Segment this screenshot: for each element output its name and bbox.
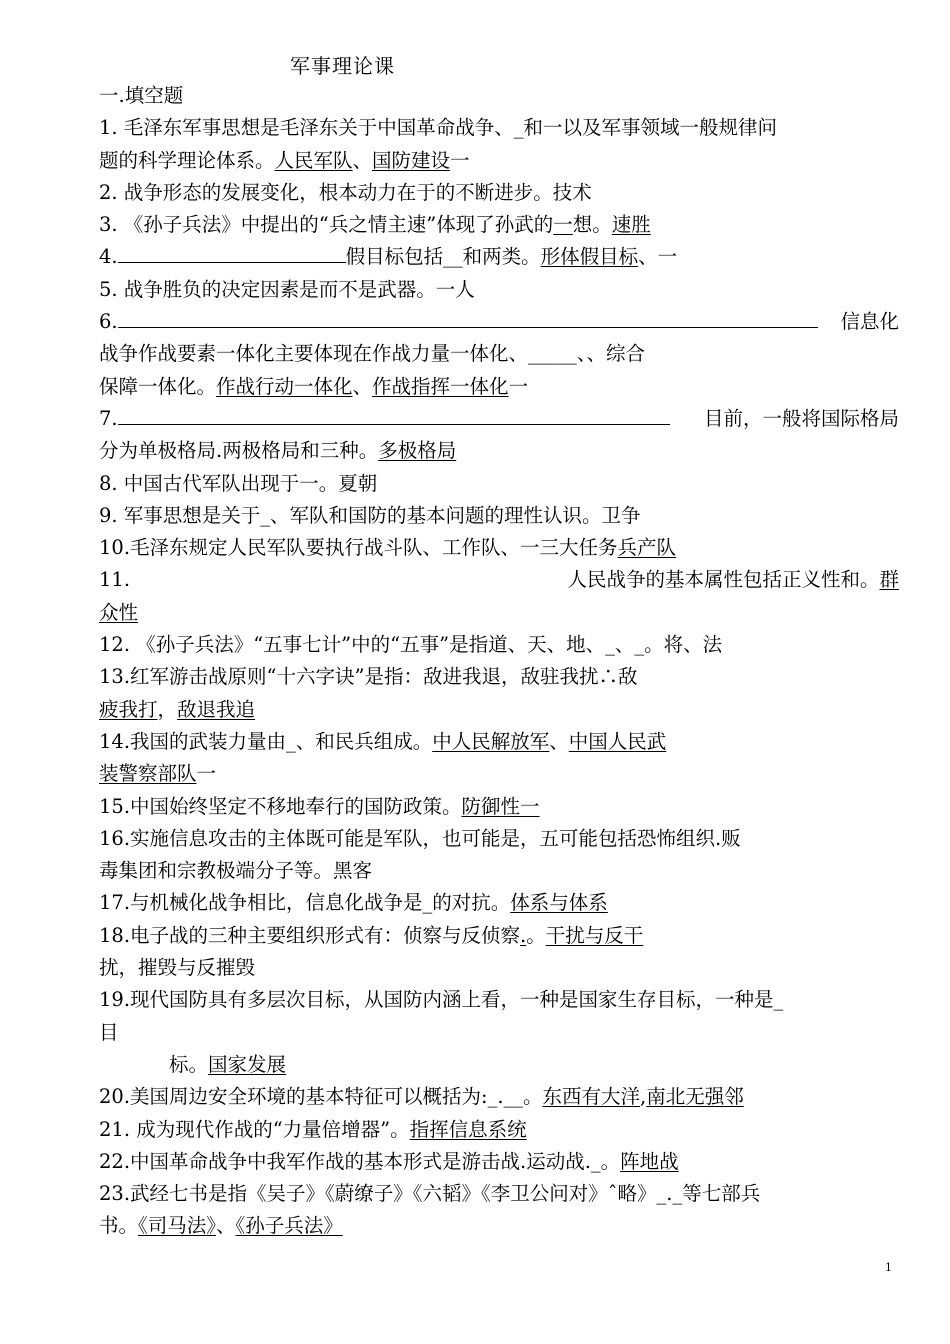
text-line	[99, 758, 899, 790]
answer-underlined: 阵地战	[620, 1149, 679, 1173]
answer-underlined: 防御性一	[461, 794, 540, 818]
text-line	[99, 920, 899, 952]
answer-underlined: 装警察部队	[99, 762, 197, 786]
text-segment: 13.红军游击战原则“十六字诀”是指：敌进我退，敌驻我扰∴敌	[99, 665, 638, 689]
fill-blank	[118, 405, 670, 425]
text-line	[99, 1114, 899, 1146]
text-segment: 16.实施信息攻击的主体既可能是军队，也可能是，五可能包括恐怖组织.贩	[99, 826, 741, 850]
text-line	[99, 468, 899, 500]
text-segment: 题的科学理论体系。	[99, 148, 275, 172]
text-segment: 目	[99, 1020, 119, 1044]
answer-underlined: 指挥信息系统	[409, 1117, 527, 1141]
text-line	[99, 564, 899, 596]
text-segment: 一	[508, 374, 529, 398]
answer-underlined: 国防建设	[372, 148, 451, 172]
answer-underlined: 敌退我追	[177, 697, 256, 721]
text-segment: 分为单极格局.两极格局和三种。	[99, 439, 379, 463]
text-segment: 、	[549, 729, 569, 753]
text-segment: 18.电子战的三种主要组织形式有：侦察与反侦察	[99, 923, 521, 947]
text-line	[99, 1210, 899, 1242]
text-segment: 人民战争的基本属性包括正义性和。	[567, 568, 880, 592]
text-line	[99, 694, 899, 726]
answer-underlined: .	[520, 923, 527, 947]
text-segment: 4.	[99, 245, 118, 269]
page-title: 军事理论课	[290, 54, 395, 78]
text-line	[99, 500, 899, 532]
answer-underlined: 国家发展	[208, 1052, 287, 1076]
text-segment: 23.武经七书是指《吴子》《蔚缭子》《六韬》《李卫公问对》ˆ略》_._等七部兵	[99, 1182, 761, 1206]
text-segment: 毒集团和宗教极端分子等。黑客	[99, 859, 373, 883]
text-line	[99, 1146, 899, 1178]
text-line	[99, 952, 899, 984]
answer-underlined: 体系与体系	[510, 891, 608, 915]
answer-underlined: 南北无强邻	[646, 1085, 744, 1109]
text-segment: 、	[352, 374, 373, 398]
text-line	[99, 597, 899, 629]
text-segment: 22.中国革命战争中我军作战的基本形式是游击战.运动战._。	[99, 1149, 621, 1173]
text-line	[99, 112, 899, 144]
text-segment: 战争作战要素一体化主要体现在作战力量一体化、_____、、综合	[99, 342, 646, 366]
answer-underlined: 中人民解放军	[432, 729, 550, 753]
text-line	[99, 371, 899, 403]
text-line	[99, 532, 899, 564]
text-segment: 2. 战争形态的发展变化，根本动力在于的不断进步。技术	[99, 180, 592, 204]
text-segment: 一.填空题	[99, 84, 184, 107]
text-segment: 1. 毛泽东军事思想是毛泽东关于中国革命战争、_和一以及军事领域一般规律问	[99, 116, 778, 140]
text-line	[99, 629, 899, 661]
text-segment: 扰，摧毁与反摧毁	[99, 956, 256, 980]
text-line	[99, 274, 899, 306]
answer-underlined: 众性	[99, 600, 139, 624]
line-right-text	[567, 564, 899, 596]
text-line	[99, 823, 899, 855]
text-line	[99, 145, 899, 177]
answer-underlined: 干扰与反干	[545, 923, 644, 947]
answer-underlined: 人民军队	[274, 148, 353, 172]
line-right-text	[840, 306, 899, 338]
text-segment: 一	[196, 762, 217, 786]
answer-underlined: 形体假目标	[540, 245, 639, 269]
text-segment: 信息化	[840, 310, 899, 334]
answer-underlined: 兵产队	[617, 536, 677, 560]
text-line	[99, 726, 899, 758]
text-segment: 书。	[99, 1214, 139, 1238]
text-line	[99, 887, 899, 919]
text-line	[99, 80, 899, 112]
text-line	[99, 435, 899, 467]
text-segment: 8. 中国古代军队出现于一。夏朝	[99, 471, 378, 495]
text-segment: 6.	[99, 310, 118, 334]
document-body	[99, 80, 899, 1243]
text-segment: 、一	[638, 245, 678, 269]
text-segment: 17.与机械化战争相比，信息化战争是_的对抗。	[99, 891, 511, 915]
fill-blank	[118, 308, 818, 328]
text-segment: 3. 《孙子兵法》中提出的“兵之情主速”体现了孙武的	[99, 213, 554, 237]
text-line	[99, 791, 899, 823]
text-segment: 11.	[99, 568, 131, 592]
text-segment: 、	[216, 1214, 236, 1238]
text-segment: 19.现代国防具有多层次目标，从国防内涵上看，一种是国家生存目标，一种是_	[99, 988, 784, 1012]
answer-underlined: 一	[553, 213, 573, 237]
text-segment: 7.	[99, 406, 118, 430]
answer-underlined: 多极格局	[378, 439, 457, 463]
text-line	[99, 855, 899, 887]
answer-underlined: 东西有大洋	[542, 1085, 641, 1109]
text-line	[99, 241, 899, 273]
text-segment: ,	[640, 1085, 647, 1109]
text-segment: 目前，一般将国际格局	[703, 406, 899, 430]
text-segment: 10.毛泽东规定人民军队要执行战斗队、工作队、一三大任务	[99, 536, 618, 560]
answer-underlined: 疲我打	[99, 697, 158, 721]
text-segment: 、	[352, 148, 373, 172]
text-line	[99, 1081, 899, 1113]
answer-underlined: 作战指挥一体化	[372, 374, 509, 398]
answer-underlined: 作战行动一体化	[216, 374, 353, 398]
text-segment: 一	[450, 148, 470, 172]
answer-underlined: 群	[879, 568, 899, 592]
text-line	[99, 1017, 899, 1049]
text-segment: 14.我国的武装力量由_、和民兵组成。	[99, 729, 433, 753]
text-segment: 9. 军事思想是关于_、军队和国防的基本问题的理性认识。卫争	[99, 503, 641, 527]
text-segment: 想。	[572, 213, 612, 237]
text-line	[99, 209, 899, 241]
fill-blank	[118, 243, 346, 263]
text-segment: 假目标包括__和两类。	[345, 245, 541, 269]
answer-underlined: 《司马法》	[138, 1214, 217, 1238]
text-line	[99, 403, 899, 435]
text-segment: 20.美国周边安全环境的基本特征可以概括为:_.__。	[99, 1085, 543, 1109]
text-line	[99, 1178, 899, 1210]
text-line	[99, 177, 899, 209]
text-line	[99, 1049, 899, 1081]
text-segment: 5. 战争胜负的决定因素是而不是武器。一人	[99, 277, 475, 301]
text-segment: ，	[157, 697, 178, 721]
text-line	[99, 338, 899, 370]
text-segment: 21. 成为现代作战的“力量倍增器”。	[99, 1117, 410, 1141]
text-segment: 12. 《孙子兵法》“五事七计”中的“五事”是指道、天、地、_、_。将、法	[99, 633, 723, 657]
text-segment: 标。	[169, 1052, 209, 1076]
text-segment: 保障一体化。	[99, 374, 217, 398]
text-segment: 15.中国始终坚定不移地奉行的国防政策。	[99, 794, 462, 818]
text-line	[99, 306, 899, 338]
text-line	[99, 661, 899, 693]
text-line	[99, 984, 899, 1016]
answer-underlined: 速胜	[611, 213, 651, 237]
page-number: 1	[885, 1261, 892, 1274]
answer-underlined: 中国人民武	[568, 729, 667, 753]
answer-underlined: 《孙子兵法》	[235, 1214, 343, 1238]
line-right-text	[704, 403, 899, 435]
text-segment: 。	[526, 923, 546, 947]
